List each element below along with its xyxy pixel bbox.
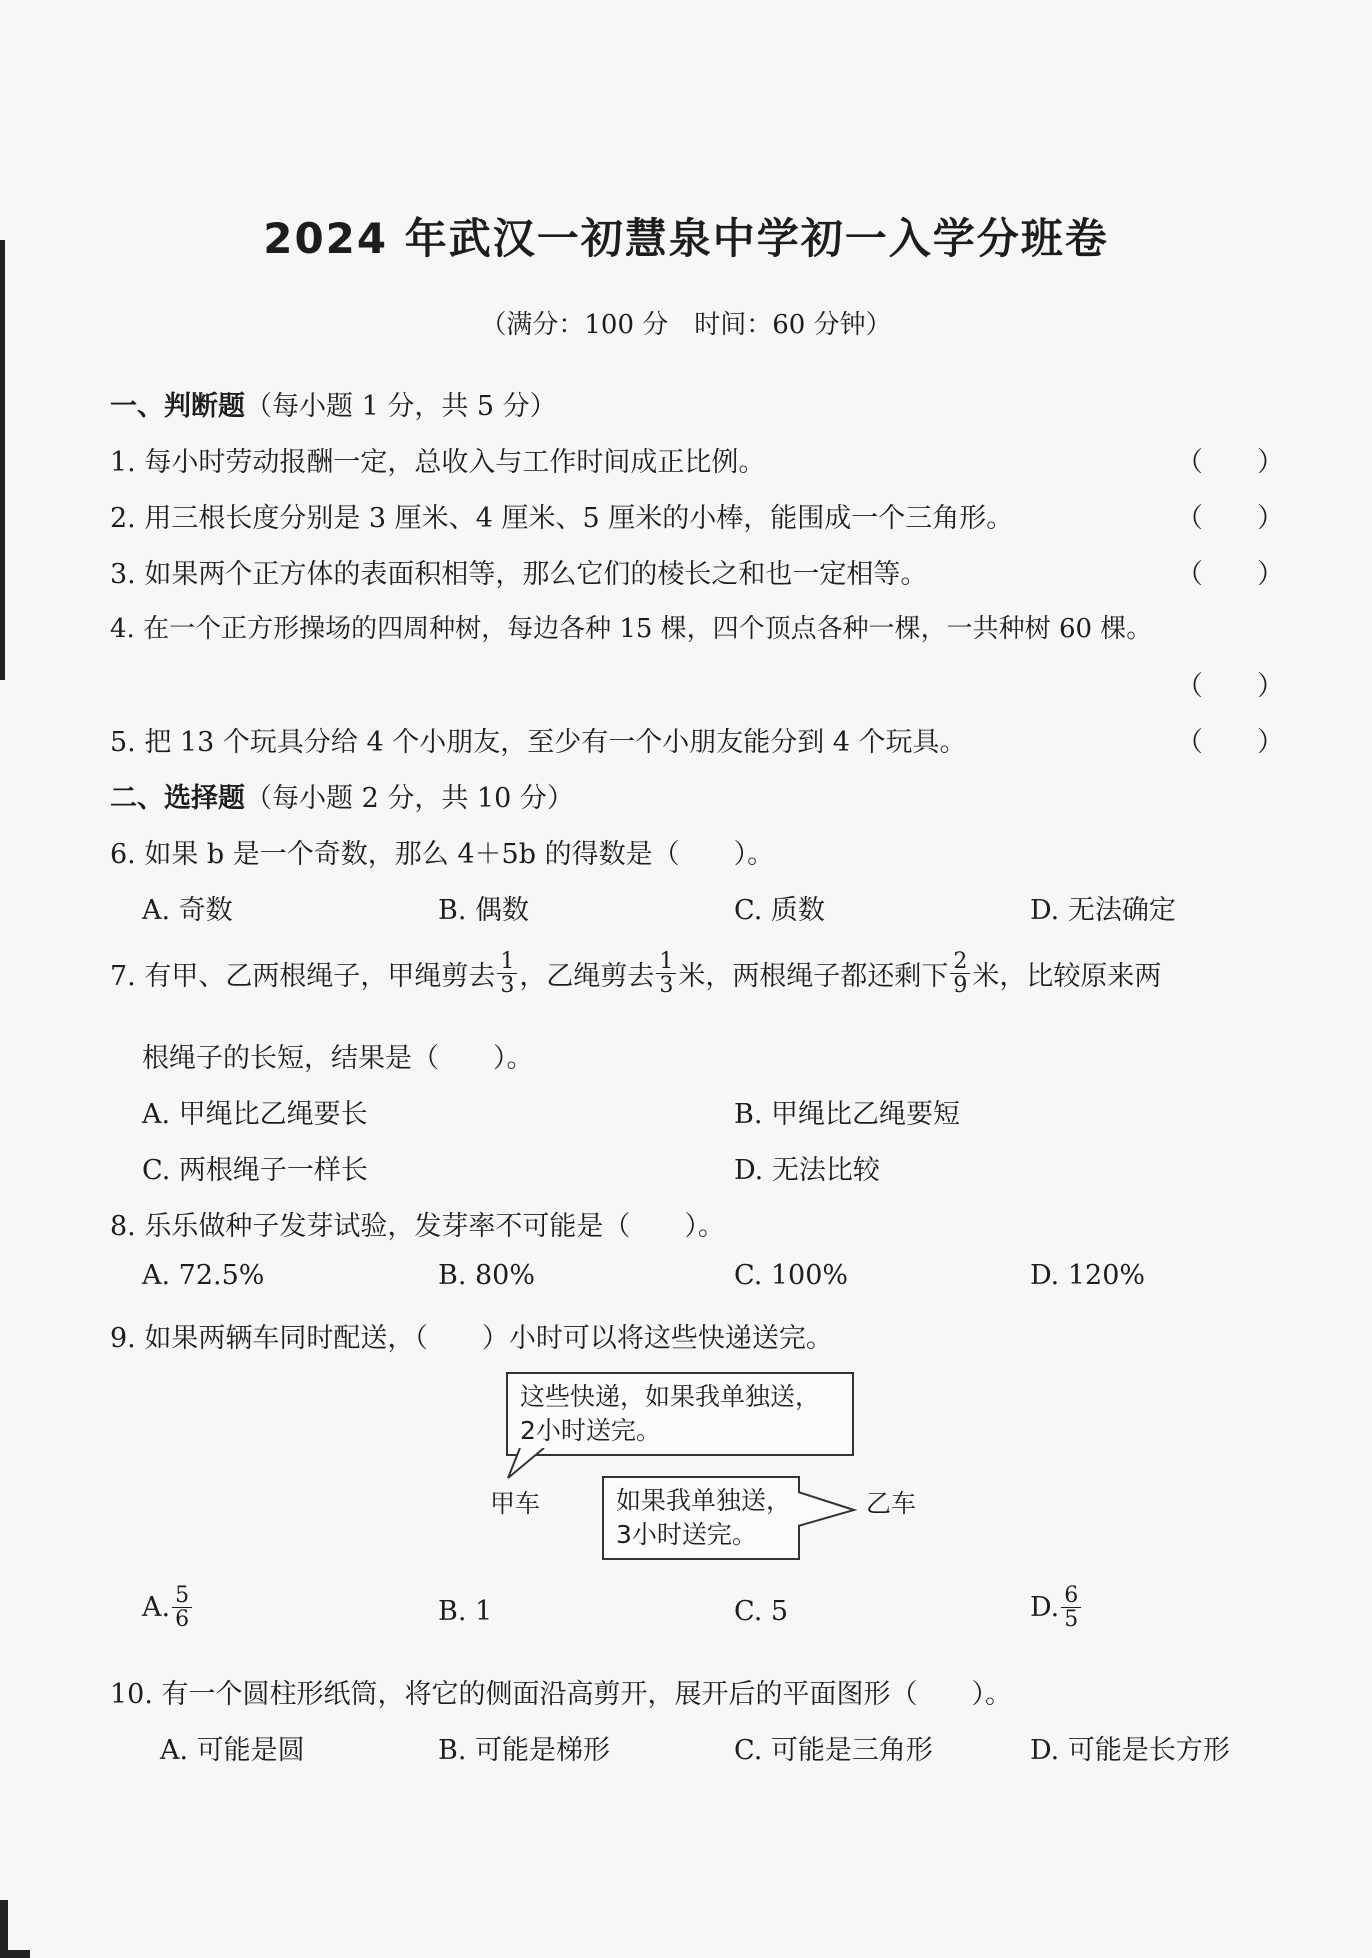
q10-option-c[interactable]: C. 可能是三角形	[734, 1735, 933, 1766]
option-label: A.	[142, 1592, 171, 1624]
q7-text-4: 米，比较原来两	[972, 961, 1162, 993]
q7-option-b[interactable]: B. 甲绳比乙绳要短	[734, 1099, 961, 1130]
bubble-line: 2小时送完。	[520, 1416, 661, 1445]
denominator: 9	[953, 973, 968, 999]
bubble-pointer-car-a	[500, 1448, 560, 1480]
question-8: 8. 乐乐做种子发芽试验，发芽率不可能是（ ）。	[110, 1211, 725, 1242]
numerator: 2	[950, 950, 970, 974]
q10-option-a[interactable]: A. 可能是圆	[160, 1735, 305, 1766]
bubble-line: 3小时送完。	[616, 1520, 757, 1549]
q10-option-d[interactable]: D. 可能是长方形	[1030, 1735, 1230, 1766]
q9-option-c[interactable]: C. 5	[734, 1596, 789, 1627]
question-10: 10. 有一个圆柱形纸筒，将它的侧面沿高剪开，展开后的平面图形（ ）。	[110, 1679, 1013, 1710]
fraction-one-third	[497, 950, 517, 997]
answer-blank-2[interactable]: （ ）	[1176, 503, 1284, 534]
section-note: （每小题 2 分，共 10 分）	[245, 783, 574, 814]
car-b-label: 乙车	[866, 1489, 917, 1518]
q6-option-d[interactable]: D. 无法确定	[1030, 895, 1176, 926]
question-9: 9. 如果两辆车同时配送，（ ）小时可以将这些快递送完。	[110, 1323, 833, 1354]
q7-text-2: ，乙绳剪去	[519, 961, 655, 993]
speech-bubble-car-b	[602, 1476, 800, 1560]
q8-option-d[interactable]: D. 120%	[1030, 1260, 1146, 1291]
fraction-six-fifths	[1061, 1584, 1081, 1631]
question-3: 3. 如果两个正方体的表面积相等，那么它们的棱长之和也一定相等。	[110, 559, 928, 590]
answer-blank-1[interactable]: （ ）	[1176, 447, 1284, 478]
question-7-line-2: 根绳子的长短，结果是（ ）。	[142, 1043, 534, 1074]
section-judgement-heading	[110, 384, 557, 423]
denominator: 3	[659, 973, 674, 999]
section-note: （每小题 1 分，共 5 分）	[245, 391, 557, 422]
bubble-pointer-car-b	[798, 1486, 858, 1530]
car-a-label: 甲车	[490, 1489, 541, 1518]
numerator: 6	[1061, 1584, 1081, 1608]
q9-option-a[interactable]	[142, 1584, 194, 1631]
denominator: 5	[1064, 1607, 1079, 1633]
section-title: 一、判断题	[110, 391, 245, 422]
answer-blank-4[interactable]: （ ）	[1176, 671, 1284, 702]
fraction-one-third-meter	[656, 950, 676, 997]
answer-blank-3[interactable]: （ ）	[1176, 559, 1284, 590]
denominator: 3	[500, 973, 515, 999]
option-label: D.	[1030, 1592, 1060, 1624]
speech-bubble-car-a	[506, 1372, 854, 1456]
q7-text-1: 7. 有甲、乙两根绳子，甲绳剪去	[110, 961, 496, 993]
bubble-line: 这些快递，如果我单独送，	[520, 1382, 821, 1411]
answer-blank-5[interactable]: （ ）	[1176, 727, 1284, 758]
numerator: 1	[656, 950, 676, 974]
q7-text-3: 米，两根绳子都还剩下	[678, 961, 949, 993]
q6-option-c[interactable]: C. 质数	[734, 895, 825, 926]
q9-option-d[interactable]	[1030, 1584, 1083, 1631]
question-4: 4. 在一个正方形操场的四周种树，每边各种 15 棵，四个顶点各种一棵，一共种树 60 棵。	[110, 614, 1153, 644]
q8-option-a[interactable]: A. 72.5%	[142, 1260, 265, 1291]
exam-subtitle: （满分：100 分 时间：60 分钟）	[480, 310, 892, 340]
section-choice-heading	[110, 776, 574, 815]
q7-option-a[interactable]: A. 甲绳比乙绳要长	[142, 1099, 368, 1130]
denominator: 6	[175, 1607, 190, 1633]
fraction-two-ninths	[950, 950, 970, 997]
question-7	[110, 950, 1161, 997]
fraction-five-sixths	[172, 1584, 192, 1631]
q6-option-b[interactable]: B. 偶数	[438, 895, 530, 926]
q10-option-b[interactable]: B. 可能是梯形	[438, 1735, 611, 1766]
q6-option-a[interactable]: A. 奇数	[142, 895, 233, 926]
numerator: 1	[497, 950, 517, 974]
q8-option-b[interactable]: B. 80%	[438, 1260, 536, 1291]
q7-option-c[interactable]: C. 两根绳子一样长	[142, 1155, 368, 1186]
question-1: 1. 每小时劳动报酬一定，总收入与工作时间成正比例。	[110, 447, 766, 478]
question-5: 5. 把 13 个玩具分给 4 个小朋友，至少有一个小朋友能分到 4 个玩具。	[110, 727, 967, 758]
exam-title: 2024 年武汉一初慧泉中学初一入学分班卷	[263, 214, 1109, 263]
bubble-line: 如果我单独送，	[616, 1486, 792, 1515]
q8-option-c[interactable]: C. 100%	[734, 1260, 849, 1291]
scan-edge-bottom-foot	[0, 1950, 30, 1958]
q9-option-b[interactable]: B. 1	[438, 1596, 493, 1627]
section-title: 二、选择题	[110, 783, 245, 814]
numerator: 5	[172, 1584, 192, 1608]
question-2: 2. 用三根长度分别是 3 厘米、4 厘米、5 厘米的小棒，能围成一个三角形。	[110, 503, 1014, 534]
q7-option-d[interactable]: D. 无法比较	[734, 1155, 880, 1186]
question-6: 6. 如果 b 是一个奇数，那么 4＋5b 的得数是（ ）。	[110, 839, 775, 870]
